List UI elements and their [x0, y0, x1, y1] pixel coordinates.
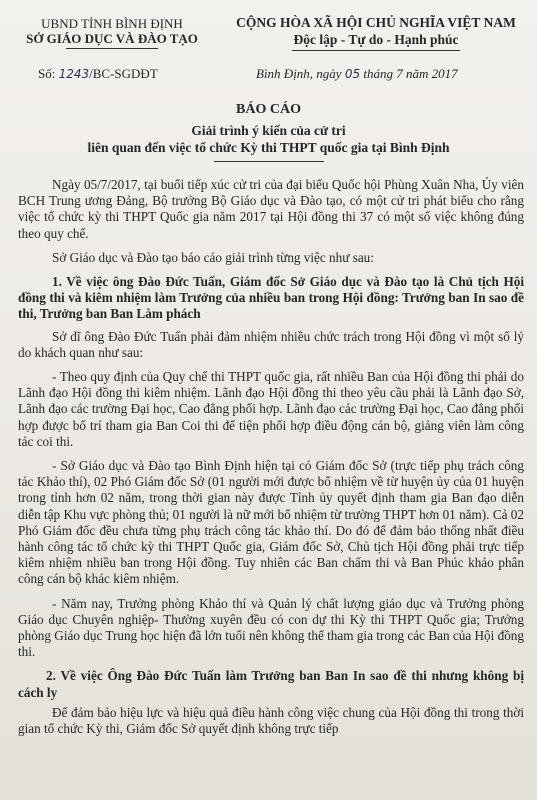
issuer-underline: [66, 48, 158, 49]
issuer-name: SỞ GIÁO DỤC VÀ ĐÀO TẠO: [26, 31, 198, 46]
document-number: [38, 66, 158, 82]
motto-underline: [292, 50, 460, 51]
issuer-block: [14, 16, 210, 49]
document-subtitle-1: Giải trình ý kiến của cử tri: [191, 123, 346, 138]
paragraph-department-staff: - Sở Giáo dục và Đào tạo Bình Định hiện tại có Giám đốc Sở (trực tiếp phụ trách công tác Khảo thí), 02 Phó Giám đốc Sở (01 người mới được bổ nhiệm về từ huyện ủy của 01 huyện trong tỉnh hơn 02 năm, trong thời gian này được Tỉnh ủy quyết định tham gia Ban đạo diễn diễn tập Khu vực phòng thủ; 01 người là nữ mới bổ nhiệm từ trường THPT hơn 01 năm). Cả 02 Phó Giám đốc đều chưa từng phụ trách công tác khảo thí. Do đó để đảm bảo thống nhất điều hành công tác tổ chức kỳ thi THPT Quốc gia, Giám đốc Sở, Chủ tịch Hội đồng phải trực tiếp kiêm nhiệm nhiều ban trong Hội đồng. Tuy nhiên các Ban chấm thi và Ban Phúc khảo phân công cán bộ khác kiêm nhiệm.: [18, 458, 524, 587]
document-date: [256, 66, 458, 82]
date-year: năm 2017: [405, 66, 458, 81]
paragraph-regulation: - Theo quy định của Quy chế thi THPT quốc gia, rất nhiều Ban của Hội đồng thi phải do Lãnh đạo Hội đồng thi kiêm nhiệm. Lãnh đạo Hội đồng thi theo yêu cầu phải là Lãnh đạo Sở, Lãnh đạo các trường Đại học, Cao đẳng phối hợp. Lãnh đạo các trường Đại học, Cao đẳng phối hợp được bố trí tham gia Ban Coi thi để tiện phối hợp điều động cán bộ, giảng viên làm công tác coi thi.: [18, 369, 524, 449]
national-motto-block: [226, 14, 526, 51]
doc-number-suffix: /BC-SGDĐT: [89, 66, 158, 81]
paragraph-intro: Ngày 05/7/2017, tại buổi tiếp xúc cử tri của đại biểu Quốc hội Phùng Xuân Nha, Ủy viên BCH Trung ương Đảng, Bộ trưởng Bộ Giáo dục và Đào tạo, có một cử tri phát biểu cho rằng việc tổ chức kỳ thi THPT Quốc gia năm 2017 tại Hội đồng thi 37 có một số việc không đúng theo quy chế.: [18, 177, 524, 241]
issuer-parent: UBND TỈNH BÌNH ĐỊNH: [41, 16, 183, 31]
doc-number-prefix: Số:: [38, 66, 56, 81]
doc-number-handwritten: 1243: [58, 67, 90, 81]
date-day-handwritten: 05: [344, 67, 361, 81]
date-prefix: Bình Định, ngày: [256, 66, 342, 81]
motto: Độc lập - Tự do - Hạnh phúc: [293, 32, 459, 47]
paragraph-reason-lead: Sở dĩ ông Đào Đức Tuấn phải đảm nhiệm nhiều chức trách trong Hội đồng vì một số lý do khách quan như sau:: [18, 328, 524, 360]
document-subtitle-2: liên quan đến việc tổ chức Kỳ thi THPT quốc gia tại Bình Định: [87, 140, 450, 155]
document-title: BÁO CÁO: [236, 102, 301, 117]
section-heading-2: 2. Về việc Ông Đào Đức Tuấn làm Trưởng ban Ban In sao đề thi nhưng không bị cách ly: [18, 668, 524, 700]
paragraph-report-lead: Sở Giáo dục và Đào tạo báo cáo giải trình từng việc như sau:: [52, 249, 374, 265]
country-name: CỘNG HÒA XÃ HỘI CHỦ NGHĨA VIỆT NAM: [236, 15, 516, 30]
date-month: tháng 7: [363, 66, 403, 81]
section-heading-1: 1. Về việc ông Đào Đức Tuấn, Giám đốc Sở Giáo dục và Đào tạo là Chủ tịch Hội đồng thi và kiêm nhiệm làm Trưởng của nhiều ban trong Hội đồng: Trưởng ban In sao đề thi, Trưởng ban Ban Làm phách: [18, 274, 524, 322]
paragraph-efficiency: Để đảm bảo hiệu lực và hiệu quả điều hành công việc chung của Hội đồng thi trong thời gian tổ chức Kỳ thi, Giám đốc Sở quyết định không trực tiếp: [18, 704, 524, 737]
paragraph-this-year: - Năm nay, Trưởng phòng Khảo thí và Quản lý chất lượng giáo dục và Trưởng phòng Giáo dục Chuyên nghiệp- Thường xuyên đều có con dự thi Kỳ thi THPT Quốc gia; Trưởng phòng Giáo dục Trung học hiện đã lớn tuổi nên không thể tham gia trong các Ban của Hội đồng thi.: [18, 595, 524, 660]
document-body: [18, 177, 524, 745]
subtitle-underline: [214, 161, 324, 162]
